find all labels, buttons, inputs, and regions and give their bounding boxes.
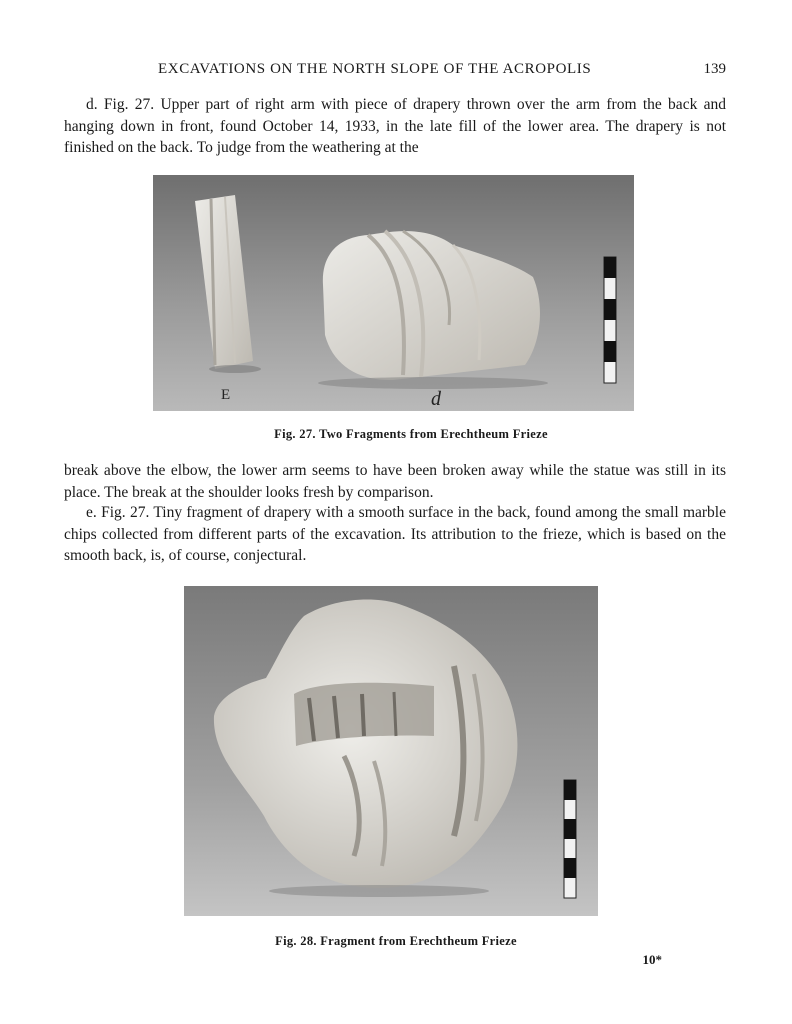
scale-bar bbox=[604, 257, 616, 383]
figure-27-photo bbox=[153, 175, 634, 411]
figure-28-caption: Fig. 28. Fragment from Erechtheum Frieze bbox=[275, 934, 517, 948]
label-d: d bbox=[431, 388, 441, 410]
paragraph-d: d. Fig. 27. Upper part of right arm with piece of drapery thrown over the arm from the back and hanging down in front, found October 14, 1933, in the late fill of the lower area. The drapery is not finished on the back. To judge from the weathering at the bbox=[64, 96, 726, 156]
paragraph-d-continued: break above the elbow, the lower arm seems to have been broken away while the statue was still in its place. The break at the shoulder looks fresh by comparison. bbox=[64, 462, 726, 501]
figure-28-photo bbox=[184, 586, 598, 916]
label-e: E bbox=[221, 387, 231, 403]
figure-27-image bbox=[153, 175, 634, 411]
running-title: EXCAVATIONS ON THE NORTH SLOPE OF THE ACROPOLIS bbox=[158, 61, 592, 77]
paragraph-e: e. Fig. 27. Tiny fragment of drapery with a smooth surface in the back, found among the small marble chips collected from different parts of the excavation. Its attribution to the frieze, which is based on the smooth back, is, of course, conjectural. bbox=[64, 504, 726, 564]
page-number: 139 bbox=[703, 61, 726, 77]
page-header bbox=[64, 58, 728, 82]
figure-28-image bbox=[184, 586, 598, 916]
figure-27-caption: Fig. 27. Two Fragments from Erechtheum Frieze bbox=[274, 427, 548, 441]
scale-bar bbox=[564, 780, 576, 898]
signature-mark: 10* bbox=[642, 952, 662, 967]
